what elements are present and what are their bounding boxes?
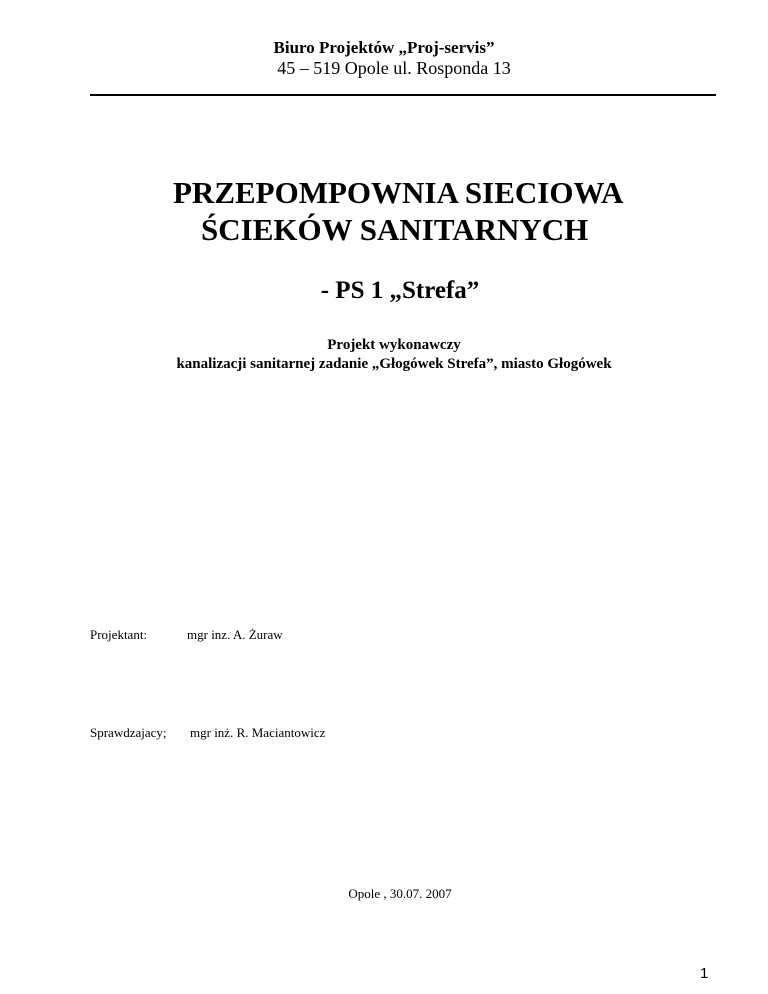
- office-name: Biuro Projektów „Proj-servis”: [273, 38, 495, 57]
- project-type: Projekt wykonawczy: [327, 337, 461, 353]
- checker-name: mgr inż. R. Maciantowicz: [190, 725, 326, 740]
- place-and-date: Opole , 30.07. 2007: [348, 886, 452, 901]
- project-description: kanalizacji sanitarnej zadanie „Głogówek Strefa”, miasto Głogówek: [176, 356, 612, 372]
- header-divider: [90, 94, 716, 96]
- document-subtitle: - PS 1 „Strefa”: [320, 277, 480, 304]
- document-title-line-2: ŚCIEKÓW SANITARNYCH: [201, 212, 589, 247]
- designer-label: Projektant:: [90, 627, 148, 642]
- document-title-line-1: PRZEPOMPOWNIA SIECIOWA: [173, 175, 624, 210]
- checker-label: Sprawdzajacy;: [90, 725, 167, 740]
- office-address: 45 – 519 Opole ul. Rosponda 13: [277, 58, 511, 78]
- designer-name: mgr inz. A. Żuraw: [187, 627, 283, 642]
- page-number: 1: [700, 965, 709, 982]
